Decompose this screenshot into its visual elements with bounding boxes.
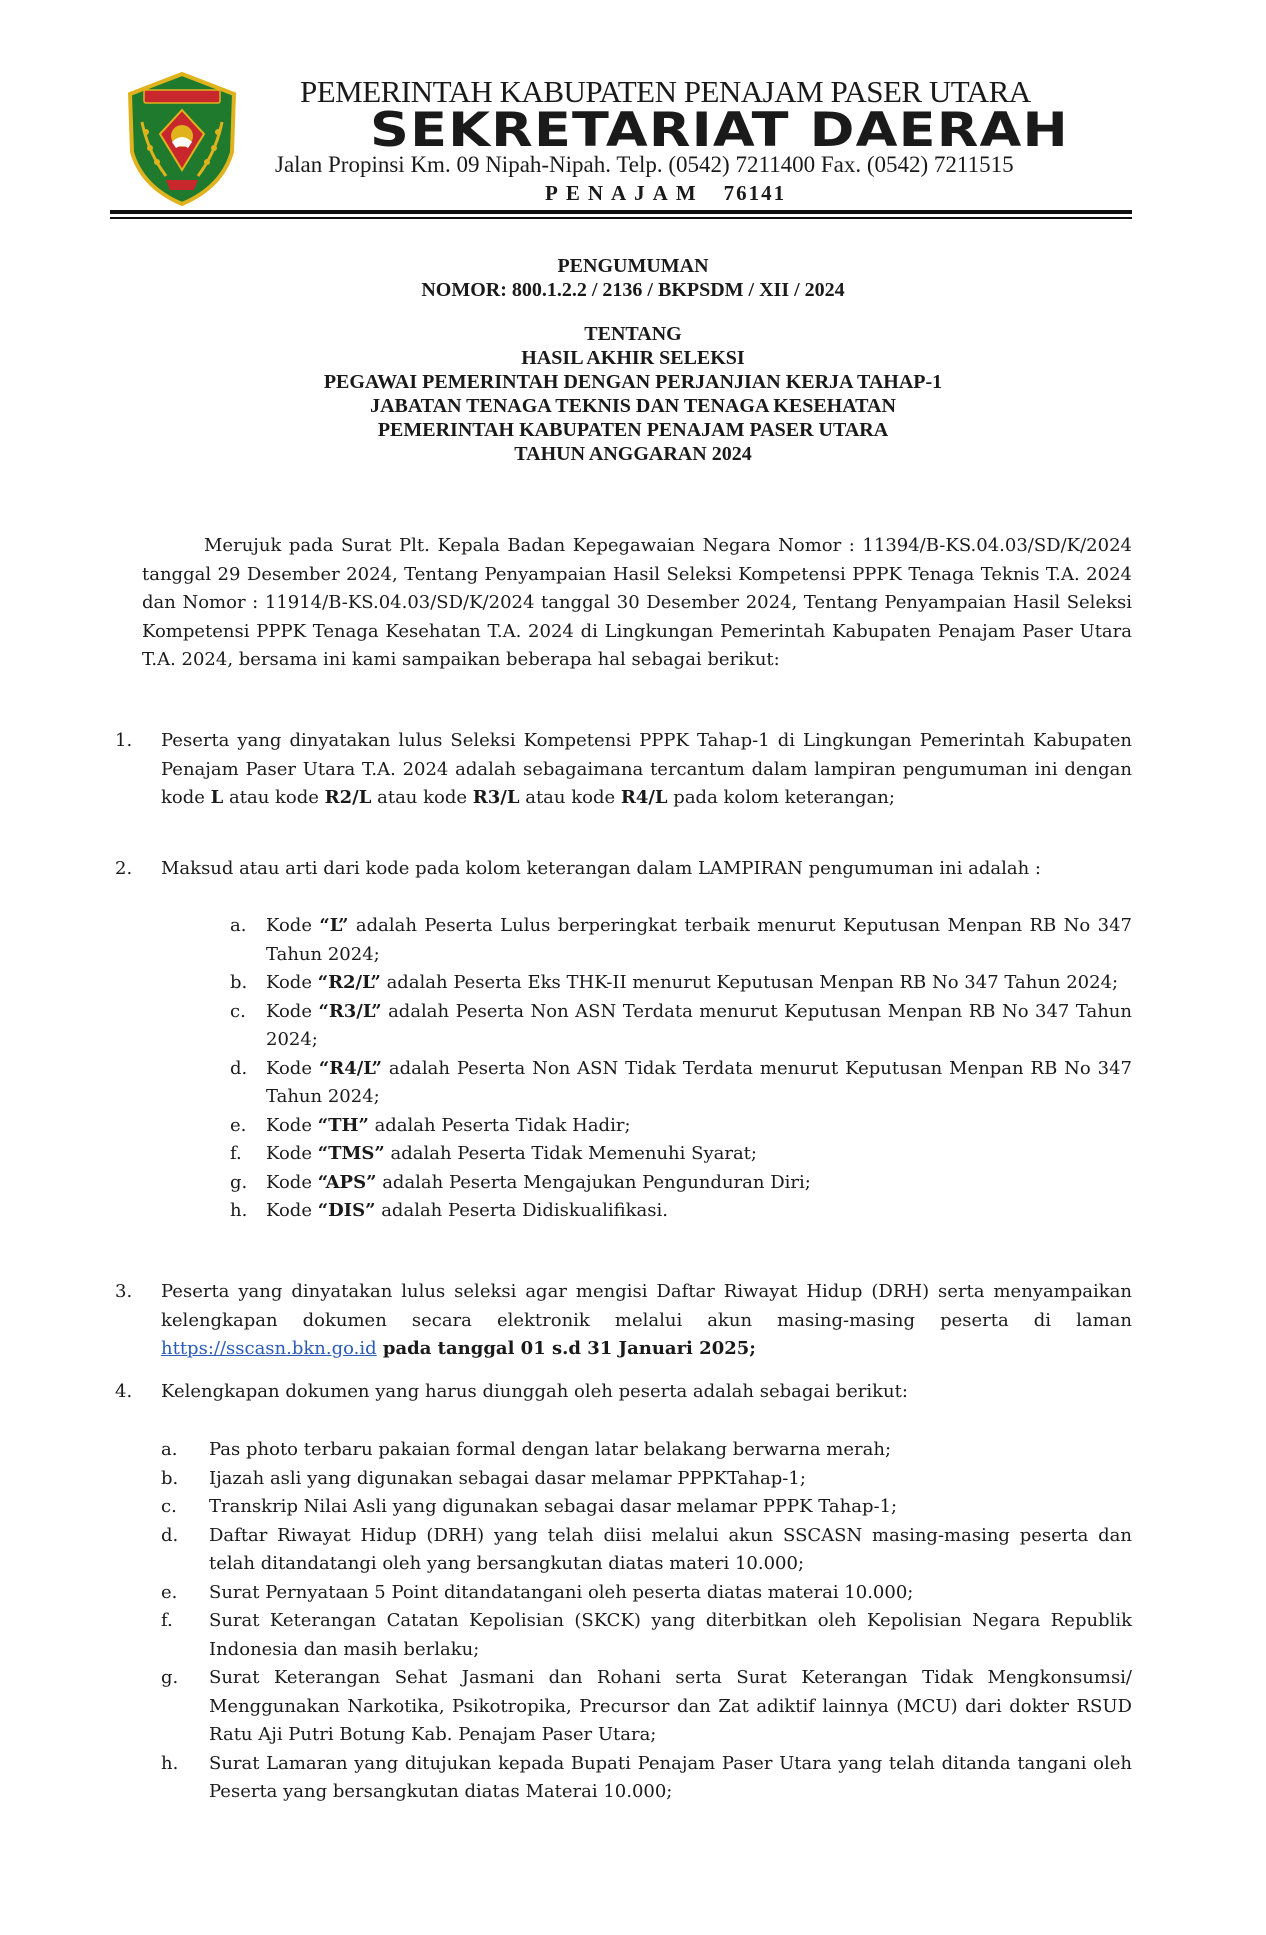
announcement-subject — [0, 322, 1266, 466]
list-item: d. Daftar Riwayat Hidup (DRH) yang telah diisi melalui akun SSCASN masing-masing peserta dan telah ditandatangi oleh yang bersangkutan diatas materi 10.000; — [161, 1524, 1132, 1574]
list-item: f. Surat Keterangan Catatan Kepolisian (SKCK) yang diterbitkan oleh Kepolisian Negara Republik Indonesia dan masih berlaku; — [161, 1610, 1132, 1660]
intro-paragraph: Merujuk pada Surat Plt. Kepala Badan Kepegawaian Negara Nomor : 11394/B-KS.04.03/SD/K/2024 tanggal 29 Desember 2024, Tentang Penyampaian Hasil Seleksi Kompetensi PPPK Tenaga Teknis T.A. 2024 dan Nomor : 11914/B-KS.04.03/SD/K/2024 tanggal 30 Desember 2024, Tentang Penyampaian Hasil Seleksi Kompetensi PPPK Tenaga Kesehatan T.A. 2024 di Lingkungan Pemerintah Kabupaten Penajam Paser Utara T.A. 2024, bersama ini kami sampaikan beberapa hal sebagai berikut: — [142, 535, 1132, 670]
document-requirements-list — [161, 1436, 1132, 1807]
announcement-heading — [0, 254, 1266, 302]
list-item: d. Kode “R4/L” adalah Peserta Non ASN Tidak Terdata menurut Keputusan Menpan RB No 347 Tahun 2024; — [230, 1057, 1132, 1107]
list-item: h. Kode “DIS” adalah Peserta Didiskualifikasi. — [230, 1200, 668, 1221]
subject-line-4: PEMERINTAH KABUPATEN PENAJAM PASER UTARA — [377, 419, 889, 441]
item-text: Peserta yang dinyatakan lulus Seleksi Kompetensi PPPK Tahap-1 di Lingkungan Pemerintah Kabupaten Penajam Paser Utara T.A. 2024 adalah sebagaimana tercantum dalam lampiran pengumuman ini dengan kode L atau kode R2/L atau kode R3/L atau kode R4/L pada kolom keterangan; — [161, 730, 1132, 808]
announcement-number: NOMOR: 800.1.2.2 / 2136 / BKPSDM / XII / 2024 — [421, 279, 845, 301]
list-item: g. Surat Keterangan Sehat Jasmani dan Rohani serta Surat Keterangan Tidak Mengkonsumsi/ Menggunakan Narkotika, Psikotropika, Precursor dan Zat adiktif lainnya (MCU) dari dokter RSUD Ratu Aji Putri Botung Kab. Penajam Paser Utara; — [161, 1667, 1132, 1745]
letterhead-government: PEMERINTAH KABUPATEN PENAJAM PASER UTARA — [300, 74, 1031, 109]
item-number: 3. — [115, 1281, 133, 1302]
item-text: Kelengkapan dokumen yang harus diunggah oleh peserta adalah sebagai berikut: — [161, 1381, 908, 1402]
item-text: Peserta yang dinyatakan lulus seleksi agar mengisi Daftar Riwayat Hidup (DRH) serta menyampaikan kelengkapan dokumen secara elektronik melalui akun masing-masing peserta di laman https://sscasn.bkn.go.id pada tanggal 01 s.d 31 Januari 2025; — [161, 1281, 1132, 1359]
list-item: e. Surat Pernyataan 5 Point ditandatangani oleh peserta diatas materai 10.000; — [161, 1581, 914, 1603]
code-r3l: R3/L — [472, 787, 520, 808]
letterhead-office: SEKRETARIAT DAERAH — [370, 103, 1069, 158]
item-number: 2. — [115, 858, 133, 879]
code-definitions-list — [230, 912, 1132, 1226]
letterhead-divider — [110, 210, 1132, 214]
code-l: L — [210, 787, 224, 808]
list-item: a. Kode “L” adalah Peserta Lulus berperingkat terbaik menurut Keputusan Menpan RB No 347 Tahun 2024; — [230, 915, 1132, 965]
code-r2l: R2/L — [324, 787, 372, 808]
announcement-kind: PENGUMUMAN — [557, 255, 709, 277]
letterhead-divider-thin — [110, 217, 1132, 219]
list-item: e. Kode “TH” adalah Peserta Tidak Hadir; — [230, 1114, 631, 1136]
list-item-1 — [115, 727, 1132, 813]
list-item: b. Kode “R2/L” adalah Peserta Eks THK-II menurut Keputusan Menpan RB No 347 Tahun 2024; — [230, 972, 1119, 993]
subject-line-1: HASIL AKHIR SELEKSI — [521, 347, 745, 369]
city-name: PENAJAM — [545, 181, 704, 205]
regency-emblem-icon — [122, 72, 242, 207]
list-item: f. Kode “TMS” adalah Peserta Tidak Memenuhi Syarat; — [230, 1143, 757, 1164]
subject-line-5: TAHUN ANGGARAN 2024 — [514, 443, 752, 465]
list-item-3 — [115, 1278, 1132, 1364]
item-text: Maksud atau arti dari kode pada kolom keterangan dalam LAMPIRAN pengumuman ini adalah : — [161, 858, 1041, 879]
subject-about: TENTANG — [584, 323, 682, 345]
list-item: b. Ijazah asli yang digunakan sebagai dasar melamar PPPKTahap-1; — [161, 1467, 806, 1489]
sscasn-link[interactable]: https://sscasn.bkn.go.id — [161, 1338, 377, 1359]
list-item: h. Surat Lamaran yang ditujukan kepada Bupati Penajam Paser Utara yang telah ditanda tangani oleh Peserta yang bersangkutan diatas Materai 10.000; — [161, 1752, 1132, 1802]
letterhead-city — [545, 181, 786, 206]
list-item: c. Kode “R3/L” adalah Peserta Non ASN Terdata menurut Keputusan Menpan RB No 347 Tahun 2024; — [230, 1000, 1132, 1050]
postal-code: 76141 — [723, 181, 787, 205]
item-number: 4. — [115, 1381, 133, 1402]
subject-line-3: JABATAN TENAGA TEKNIS DAN TENAGA KESEHATAN — [370, 395, 896, 417]
list-item-2 — [115, 855, 1132, 884]
list-item: c. Transkrip Nilai Asli yang digunakan sebagai dasar melamar PPPK Tahap-1; — [161, 1496, 898, 1517]
item-number: 1. — [115, 730, 133, 751]
subject-line-2: PEGAWAI PEMERINTAH DENGAN PERJANJIAN KERJA TAHAP-1 — [323, 371, 943, 393]
code-r4l: R4/L — [620, 787, 668, 808]
list-item: a. Pas photo terbaru pakaian formal dengan latar belakang berwarna merah; — [161, 1439, 892, 1460]
letterhead-address: Jalan Propinsi Km. 09 Nipah-Nipah. Telp. (0542) 7211400 Fax. (0542) 7211515 — [275, 152, 1014, 177]
list-item: g. Kode “APS” adalah Peserta Mengajukan Pengunduran Diri; — [230, 1171, 811, 1193]
list-item-4 — [115, 1378, 1132, 1407]
